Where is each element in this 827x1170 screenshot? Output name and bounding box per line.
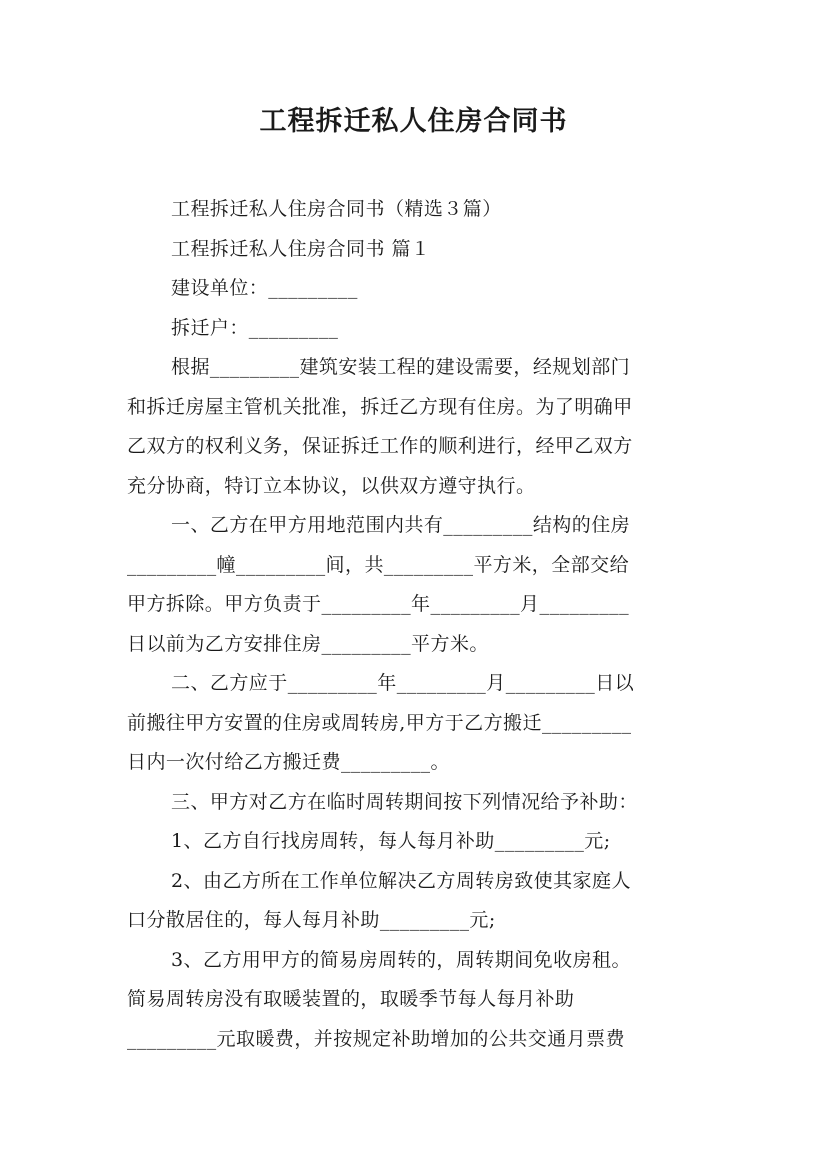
text-line: 建设单位：_________: [171, 277, 358, 299]
text-line: 日内一次付给乙方搬迁费_________。: [127, 751, 450, 773]
document-body: [127, 190, 707, 1059]
text-line: 口分散居住的，每人每月补助_________元;: [127, 909, 496, 931]
text-line: 一、乙方在甲方用地范围内共有_________结构的住房: [171, 514, 631, 536]
text-line: 1、乙方自行找房周转，每人每月补助_________元;: [171, 830, 611, 852]
text-line: 3、乙方用甲方的简易房周转的，周转期间免收房租。: [171, 948, 631, 971]
text-line: 充分协商，特订立本协议，以供双方遵守执行。: [127, 474, 536, 497]
text-line: 简易周转房没有取暖装置的，取暖季节每人每月补助: [127, 988, 575, 1010]
text-line: 二、乙方应于_________年_________月_________日以: [171, 672, 635, 694]
text-line: 三、甲方对乙方在临时周转期间按下列情况给予补助：: [171, 790, 638, 813]
text-line: 工程拆迁私人住房合同书（精选３篇）: [171, 198, 502, 220]
text-line: 和拆迁房屋主管机关批准，拆迁乙方现有住房。为了明确甲: [127, 395, 633, 418]
text-line: 2、由乙方所在工作单位解决乙方周转房致使其家庭人: [171, 869, 631, 892]
text-line: 根据_________建筑安装工程的建设需要，经规划部门: [171, 356, 631, 378]
text-line: 前搬往甲方安置的住房或周转房,甲方于乙方搬迁_________: [127, 711, 632, 734]
text-line: 日以前为乙方安排住房_________平方米。: [127, 632, 489, 655]
text-line: 乙双方的权利义务，保证拆迁工作的顺利进行，经甲乙双方: [127, 435, 633, 457]
text-line: _________幢_________间，共_________平方米，全部交给: [127, 553, 630, 576]
text-line: 工程拆迁私人住房合同书 篇１: [171, 237, 431, 260]
document-title: 工程拆迁私人住房合同书: [259, 106, 568, 137]
text-line: 甲方拆除。甲方负责于_________年_________月_________: [127, 593, 630, 615]
text-line: 拆迁户：_________: [171, 316, 339, 339]
text-line: _________元取暖费，并按规定补助增加的公共交通月票费: [127, 1027, 626, 1050]
